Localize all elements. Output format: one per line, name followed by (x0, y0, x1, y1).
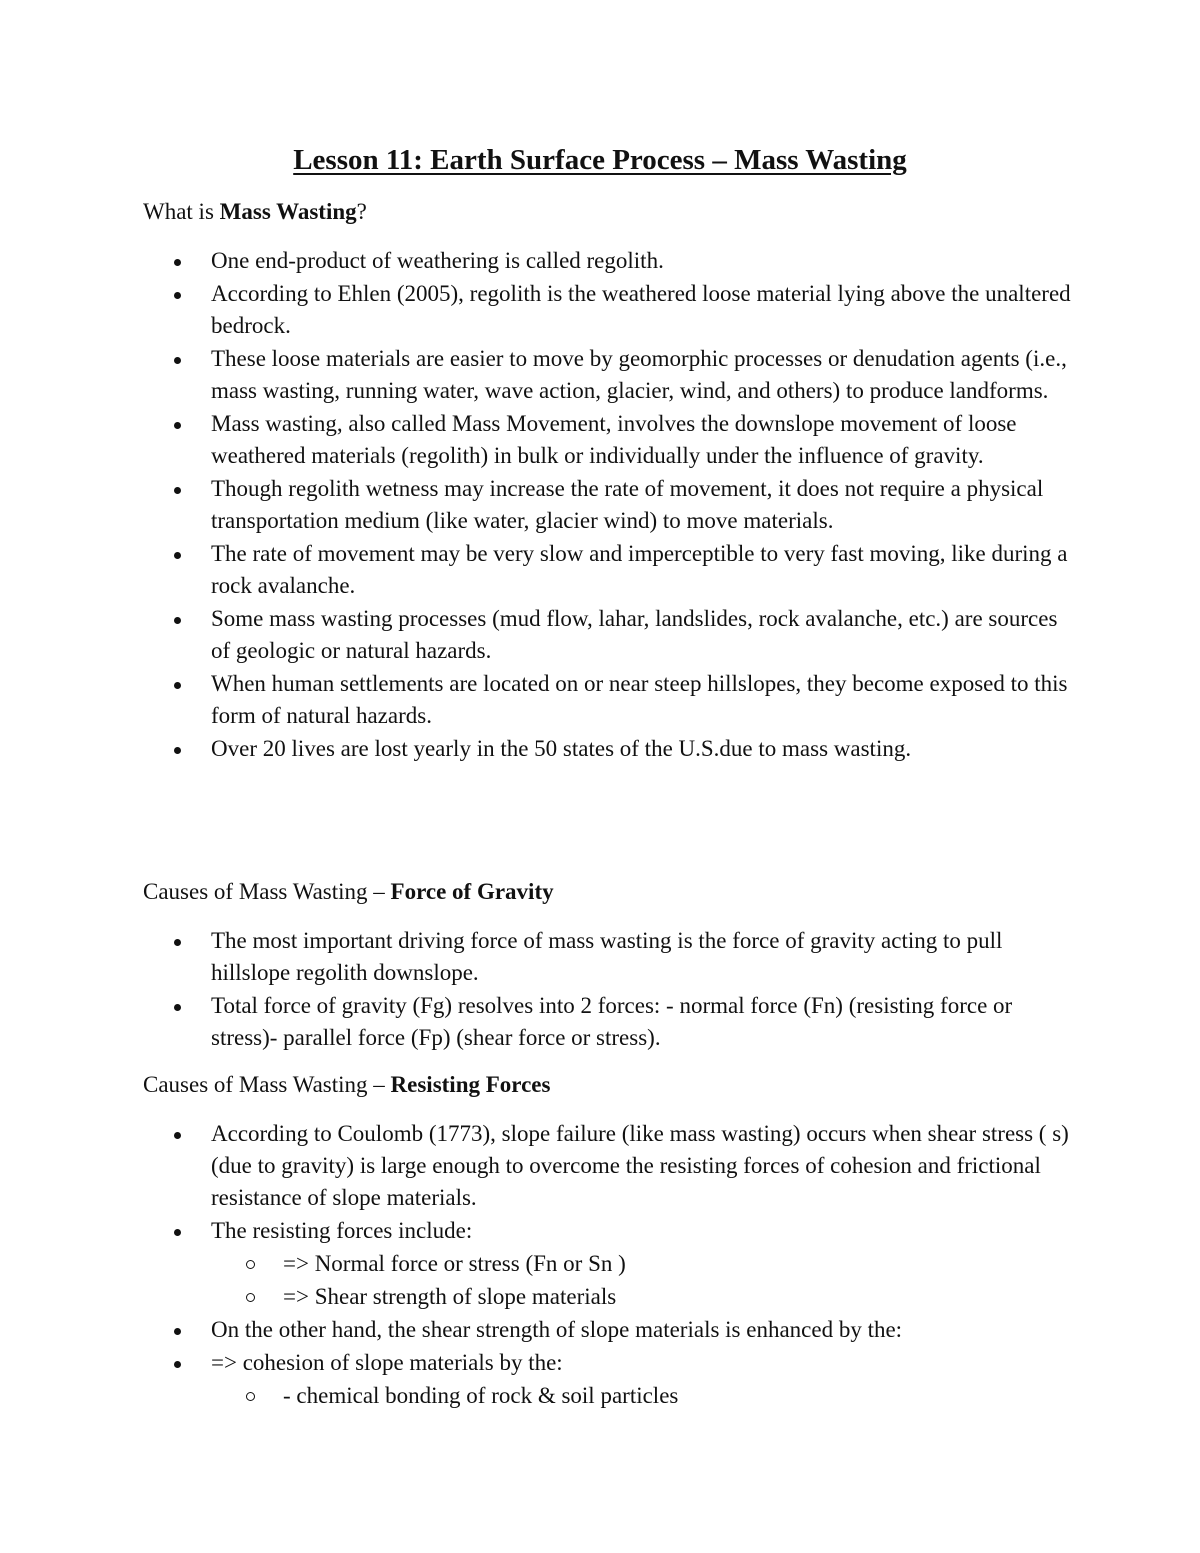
hollow-bullet-icon (246, 1293, 255, 1302)
bullet-icon (174, 552, 181, 559)
bullet-list-force-of-gravity (0, 925, 1200, 1054)
list-item-text: One end-product of weathering is called regolith. (211, 248, 664, 273)
bullet-icon (174, 1328, 181, 1335)
list-item-text: The rate of movement may be very slow and imperceptible to very fast moving, like during a rock avalanche. (211, 541, 1068, 598)
list-item (0, 733, 1200, 765)
page-title-text: Lesson 11: Earth Surface Process – Mass Wasting (293, 144, 907, 176)
list-item-text: Mass wasting, also called Mass Movement, involves the downslope movement of loose weathered materials (regolith) in bulk or individually under the influence of gravity. (211, 411, 1017, 468)
list-item (0, 1215, 1200, 1247)
list-item-text: The resisting forces include: (211, 1218, 473, 1243)
sub-list-item (0, 1380, 1200, 1412)
list-item-text: => Shear strength of slope materials (283, 1284, 617, 1309)
bullet-icon (174, 682, 181, 689)
section-heading-force-of-gravity: Causes of Mass Wasting – Force of Gravity (143, 879, 554, 904)
list-item (0, 990, 1200, 1054)
section-heading-what-is: What is Mass Wasting? (143, 199, 367, 224)
list-item-text: According to Ehlen (2005), regolith is the weathered loose material lying above the unaltered bedrock. (211, 281, 1071, 338)
list-item-text: => cohesion of slope materials by the: (211, 1350, 563, 1375)
bullet-icon (174, 357, 181, 364)
list-item (0, 245, 1200, 277)
bullet-icon (174, 487, 181, 494)
page-title (0, 140, 1200, 180)
list-item (0, 925, 1200, 989)
list-item-text: Over 20 lives are lost yearly in the 50 states of the U.S.due to mass wasting. (211, 736, 912, 761)
bullet-icon (174, 939, 181, 946)
list-item (0, 668, 1200, 732)
list-item (0, 1118, 1200, 1214)
bullet-icon (174, 292, 181, 299)
list-item (0, 343, 1200, 407)
list-item-text: On the other hand, the shear strength of slope materials is enhanced by the: (211, 1317, 903, 1342)
list-item-text: Some mass wasting processes (mud flow, lahar, landslides, rock avalanche, etc.) are sources of geologic or natural hazards. (211, 606, 1058, 663)
bullet-icon (174, 617, 181, 624)
bullet-list-resisting-forces (0, 1118, 1200, 1412)
list-item (0, 1347, 1200, 1379)
list-item (0, 278, 1200, 342)
hollow-bullet-icon (246, 1392, 255, 1401)
list-item-text: According to Coulomb (1773), slope failure (like mass wasting) occurs when shear stress ( s) (due to gravity) is large enough to overcome the resisting forces of cohesion and frictional resistance of slope materials. (211, 1121, 1069, 1210)
list-item-text: Though regolith wetness may increase the rate of movement, it does not require a physical transportation medium (like water, glacier wind) to move materials. (211, 476, 1044, 533)
bullet-icon (174, 1229, 181, 1236)
sub-list-item (0, 1281, 1200, 1313)
bullet-list-what-is (0, 245, 1200, 765)
list-item (0, 603, 1200, 667)
list-item-text: - chemical bonding of rock & soil particles (283, 1383, 679, 1408)
list-item (0, 538, 1200, 602)
bullet-icon (174, 747, 181, 754)
bullet-icon (174, 422, 181, 429)
bullet-icon (174, 1132, 181, 1139)
list-item (0, 1314, 1200, 1346)
list-item-text: When human settlements are located on or near steep hillslopes, they become exposed to this form of natural hazards. (211, 671, 1068, 728)
list-item (0, 408, 1200, 472)
bullet-icon (174, 259, 181, 266)
list-item-text: The most important driving force of mass wasting is the force of gravity acting to pull hillslope regolith downslope. (211, 928, 1003, 985)
list-item-text: Total force of gravity (Fg) resolves into 2 forces: - normal force (Fn) (resisting force or stress)- parallel force (Fp) (shear force or stress). (211, 993, 1013, 1050)
hollow-bullet-icon (246, 1260, 255, 1269)
list-item-text: => Normal force or stress (Fn or Sn ) (283, 1251, 626, 1276)
bullet-icon (174, 1361, 181, 1368)
list-item (0, 473, 1200, 537)
sub-list-item (0, 1248, 1200, 1280)
bullet-icon (174, 1004, 181, 1011)
section-heading-resisting-forces: Causes of Mass Wasting – Resisting Forces (143, 1072, 551, 1097)
list-item-text: These loose materials are easier to move by geomorphic processes or denudation agents (i.e., mass wasting, running water, wave action, glacier, wind, and others) to produce landforms. (211, 346, 1067, 403)
